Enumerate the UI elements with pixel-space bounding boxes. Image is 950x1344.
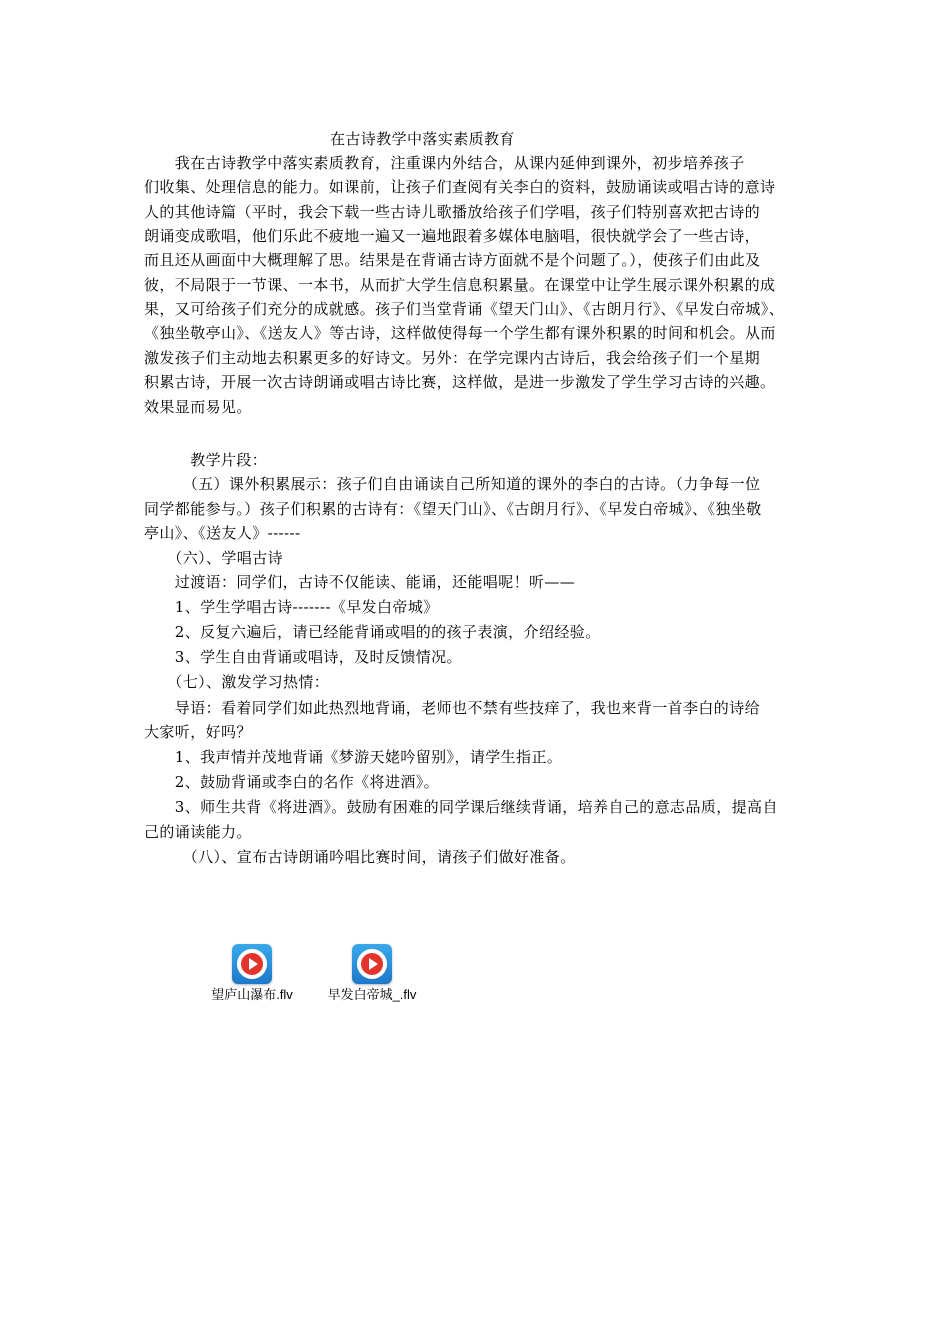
paragraph-line: 我在古诗教学中落实素质教育，注重课内外结合，从课内延伸到课外，初步培养孩子	[144, 154, 745, 172]
paragraph-line: 大家听，好吗？	[144, 723, 252, 741]
list-item: 3、师生共背《将进酒》。鼓励有困难的同学课后继续背诵，培养自己的意志品质，提高自	[144, 798, 778, 816]
paragraph-line: 朗诵变成歌唱，他们乐此不疲地一遍又一遍地跟着多媒体电脑唱，很快就学会了一些古诗，	[144, 227, 761, 245]
paragraph-line: 亭山》、《送友人》------	[144, 524, 301, 542]
list-item: 1、学生学唱古诗-------《早发白帝城》	[144, 598, 439, 616]
paragraph-line: 而且还从画面中大概理解了思。结果是在背诵古诗方面就不是个问题了。），使孩子们由此及	[144, 251, 761, 269]
paragraph-line: 导语：看着同学们如此热烈地背诵，老师也不禁有些技痒了，我也来背一首李白的诗给	[144, 699, 761, 717]
paragraph-line: 同学都能参与。）孩子们积累的古诗有：《望天门山》、《古朗月行》、《早发白帝城》、《独坐敬	[144, 500, 762, 518]
paragraph-line: 己的诵读能力。	[144, 823, 252, 841]
video-file-icon[interactable]	[232, 944, 272, 984]
list-item: 2、反复六遍后，请已经能背诵或唱的的孩子表演，介绍经验。	[144, 623, 601, 641]
list-item: 2、鼓励背诵或李白的名作《将进酒》。	[144, 773, 440, 791]
paragraph-line: 激发孩子们主动地去积累更多的好诗文。另外：在学完课内古诗后，我会给孩子们一个星期	[144, 349, 761, 367]
attachment-filename: 望庐山瀑布.flv	[211, 987, 293, 1002]
paragraph-line: 们收集、处理信息的能力。如课前，让孩子们查阅有关李白的资料，鼓励诵读或唱古诗的意诗	[144, 178, 776, 196]
attachment-flv-2[interactable]	[307, 944, 437, 1004]
paragraph-line: 积累古诗，开展一次古诗朗诵或唱古诗比赛，这样做，是进一步激发了学生学习古诗的兴趣。	[144, 373, 776, 391]
section-heading: （六）、学唱古诗	[144, 549, 284, 567]
section-heading: 教学片段：	[144, 451, 268, 469]
paragraph-line: 效果显而易见。	[144, 398, 252, 416]
list-item: 3、学生自由背诵或唱诗，及时反馈情况。	[144, 648, 462, 666]
attachment-flv-1[interactable]	[187, 944, 317, 1004]
attachment-filename: 早发白帝城_.flv	[327, 987, 417, 1002]
paragraph-line: 过渡语：同学们，古诗不仅能读、能诵，还能唱呢！听——	[144, 573, 576, 591]
paragraph-line: 彼，不局限于一节课、一本书，从而扩大学生信息积累量。在课堂中让学生展示课外积累的成	[144, 276, 776, 294]
document-title: 在古诗教学中落实素质教育	[330, 130, 515, 148]
video-file-icon[interactable]	[352, 944, 392, 984]
paragraph-line: 果，又可给孩子们充分的成就感。孩子们当堂背诵《望天门山》、《古朗月行》、《早发白帝城》、	[144, 300, 785, 318]
section-heading: （七）、激发学习热情：	[144, 673, 330, 691]
paragraph-line: 《独坐敬亭山》、《送友人》等古诗，这样做使得每一个学生都有课外积累的时间和机会。从而	[144, 324, 776, 342]
list-item: 1、我声情并茂地背诵《梦游天姥吟留别》，请学生指正。	[144, 748, 563, 766]
paragraph-line: （五）课外积累展示：孩子们自由诵读自己所知道的课外的李白的古诗。（力争每一位	[144, 475, 761, 493]
paragraph-line: 人的其他诗篇（平时，我会下载一些古诗儿歌播放给孩子们学唱，孩子们特别喜欢把古诗的	[144, 203, 761, 221]
section-heading: （八）、宣布古诗朗诵吟唱比赛时间，请孩子们做好准备。	[144, 848, 576, 866]
